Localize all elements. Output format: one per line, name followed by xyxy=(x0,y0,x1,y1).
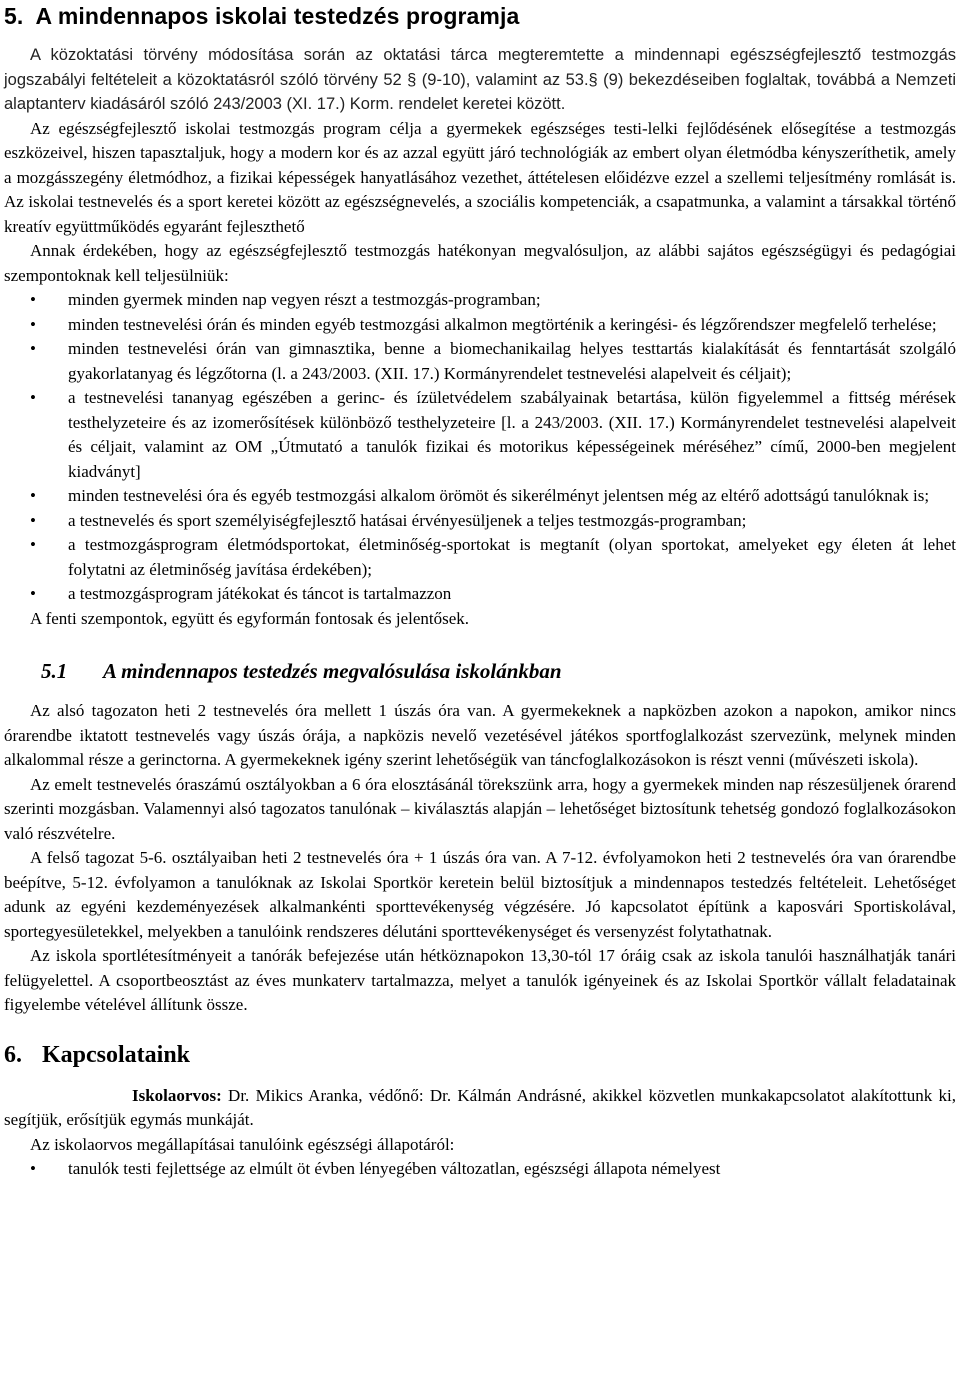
section-6-title: Kapcsolataink xyxy=(42,1041,191,1068)
bullet-icon: • xyxy=(30,339,36,358)
list-item-text: minden testnevelési órán és minden egyéb testmozgási alkalmon megtörténik a keringési- és légzőrendszer megfelelő terhelése; xyxy=(68,314,937,334)
list-item-text: tanulók testi fejlettsége az elmúlt öt évben lényegében változatlan, egészségi állapota némelyest xyxy=(68,1159,721,1178)
list-item xyxy=(4,1157,956,1182)
bullet-icon: • xyxy=(30,510,36,530)
section-5-1-paragraph-1: Az alsó tagozaton heti 2 testnevelés óra mellett 1 úszás óra van. A gyermekeknek a napközben azokon a napokon, amikor nincs órarendbe iktatott testnevelés vagy úszás órája, a napközis nevelő vezetésével játékos sportfoglalkozást szervezünk, melynek minden alkalommal része a gerinctorna. A gyermekeknek igény szerint lehetőségük van táncfoglalkozásokon is részt venni (művészeti iskola). xyxy=(4,701,956,769)
school-doctor-text: Dr. Mikics Aranka, védőnő: Dr. Kálmán Andrásné, akikkel közvetlen munkakapcsolatot alakítottunk ki, segítjük, erősítjük egymás munkáját. xyxy=(4,1085,956,1129)
section-6-number: 6. xyxy=(4,1041,22,1068)
list-item xyxy=(4,288,956,313)
school-doctor-label: Iskolaorvos: xyxy=(132,1085,222,1105)
section-5-1-paragraph-4: Az iskola sportlétesítményeit a tanórák befejezése után hétköznapokon 13,30-tól 17 óráig csak az iskola tanulói használhatják tanári felügyelettel. A csoportbeosztást az éves munkaterv tartalmazza, melyet a tanulók igényeinek és az Iskolai Sportkör vállalt feladatainak figyelembe vételével állítunk össze. xyxy=(4,946,956,1014)
list-item-text: a testnevelés és sport személyiségfejlesztő hatásai érvényesüljenek a teljes testmozgás-programban; xyxy=(68,510,747,530)
list-item xyxy=(4,484,956,509)
school-doctor-paragraph xyxy=(4,1084,956,1133)
section-5-paragraph-2: Annak érdekében, hogy az egészségfejlesztő testmozgás hatékonyan megvalósuljon, az alábbi sajátos egészségügyi és pedagógiai szempontoknak kell teljesülniük: xyxy=(4,241,956,285)
list-item-text: minden gyermek minden nap vegyen részt a testmozgás-programban; xyxy=(68,290,541,309)
bullet-icon: • xyxy=(30,486,36,505)
list-item xyxy=(4,509,956,534)
section-5-1-title: A mindennapos testedzés megvalósulása iskolánkban xyxy=(103,659,562,683)
bullet-icon: • xyxy=(30,584,36,603)
bullet-icon: • xyxy=(30,1159,36,1178)
list-item-text: minden testnevelési óra és egyéb testmozgási alkalom örömöt és sikerélményt jelentsen még az eltérő adottságú tanulóknak is; xyxy=(68,486,930,505)
list-item-text: a testmozgásprogram életmódsportokat, életminőség-sportokat is megtanít (olyan sportokat, amelyeket egy életen át lehet folytatni az életminőség javítása érdekében); xyxy=(68,535,956,579)
list-item xyxy=(4,313,956,338)
list-item-text: a testmozgásprogram játékokat és táncot is tartalmazzon xyxy=(68,584,452,603)
bullet-icon: • xyxy=(30,388,36,407)
section-6-paragraph-2: Az iskolaorvos megállapításai tanulóink egészségi állapotáról: xyxy=(30,1134,455,1154)
bullet-icon: • xyxy=(30,290,36,309)
section-5-number: 5. xyxy=(4,3,24,29)
section-5-bullet-list xyxy=(4,288,956,607)
bullet-icon: • xyxy=(30,535,36,554)
section-5-1-paragraph-3: A felső tagozat 5-6. osztályaiban heti 2 testnevelés óra + 1 úszás óra van. A 7-12. évfolyamokon heti 2 testnevelés óra van órarendbe beépítve, 5-12. évfolyamon a tanulóknak az Iskolai Sportkör keretein belül biztosítjuk a mindennapos testedzés feltételeit. Lehetőséget adunk az egyéni kezdeményezések alkalmankénti sporttevékenység végzésére. Jó kapcsolatot építünk a kaposvári Sportiskolával, sportegyesületekkel, melyekben a tanulóink rendszeres délutáni sporttevékenységet és versenyzést folytathatnak. xyxy=(4,848,956,941)
section-5-closing: A fenti szempontok, együtt és egyformán fontosak és jelentősek. xyxy=(30,608,470,628)
section-5-title: A mindennapos iskolai testedzés programja xyxy=(35,3,520,29)
list-item xyxy=(4,386,956,484)
section-5-1-number: 5.1 xyxy=(41,659,68,683)
section-5-paragraph-1: Az egészségfejlesztő iskolai testmozgás program célja a gyermekek egészséges testi-lelki fejlődésének elősegítése a testmozgás eszközeivel, hiszen tapasztaljuk, hogy a modern kor és az azzal együtt járó technológiák az embert olyan életmódba kényszeríthetik, amely a mozgásszegény életmódhoz, a fizikai képességek hanyatlásához vezethet, áttételesen előidézve ezzel a szellemi teljesítmény romlását is. Az iskolai testnevelés és a sport keretei között az egészségnevelés, a szociális kompetenciák, a csapatmunka, a valamint a társakkal történő kreatív együttműködés egyaránt fejleszthető xyxy=(4,118,956,236)
list-item xyxy=(4,533,956,582)
section-5-1-heading xyxy=(41,657,956,685)
list-item xyxy=(4,582,956,607)
section-6-heading xyxy=(4,1040,956,1070)
section-5-1-paragraph-2: Az emelt testnevelés óraszámú osztályokban a 6 óra elosztásánál törekszünk arra, hogy a gyermekek minden nap részesüljenek órarend szerinti mozgásban. Valamennyi alsó tagozatos tanulónak – kiválasztás alapján – lehetőséget biztosítunk tehetség gondozó foglalkozásokon való részvételre. xyxy=(4,774,956,843)
list-item-text: minden testnevelési órán van gimnasztika, benne a biomechanikailag helyes testtartás kialakítását és fenntartását szolgáló gyakorlatanyag és légzőtorna (l. a 243/2003. (XII. 17.) Kormányrendelet testnevelési alapelveit és céljait); xyxy=(68,339,956,383)
list-item-text: a testnevelési tananyag egészében a gerinc- és ízületvédelem szabályainak betartása, külön figyelemmel a fittség mérések testhelyzeteire és az izomerősítések különböző testhelyzeteire [l. a 243/2003. (XII. 17.) Kormányrendelet testnevelési alapelveit és céljait, valamint az OM „Útmutató a tanulók fizikai és motorikus képességeinek méréséhez” című, 2000-ben megjelent kiadványt] xyxy=(68,388,956,481)
list-item xyxy=(4,337,956,386)
section-6-bullet-list xyxy=(4,1157,956,1182)
section-5-heading xyxy=(4,0,956,31)
bullet-icon: • xyxy=(30,314,36,334)
section-5-intro-paragraph: A közoktatási törvény módosítása során az oktatási tárca megteremtette a mindennapi egészségfejlesztő testmozgás jogszabályi feltételeit a közoktatásról szóló törvény 52 § (9-10), valamint az 53.§ (9) bekezdéseiben foglaltak, továbbá a Nemzeti alaptanterv kiadásáról szóló 243/2003 (XI. 17.) Korm. rendelet keretei között. xyxy=(4,46,956,113)
